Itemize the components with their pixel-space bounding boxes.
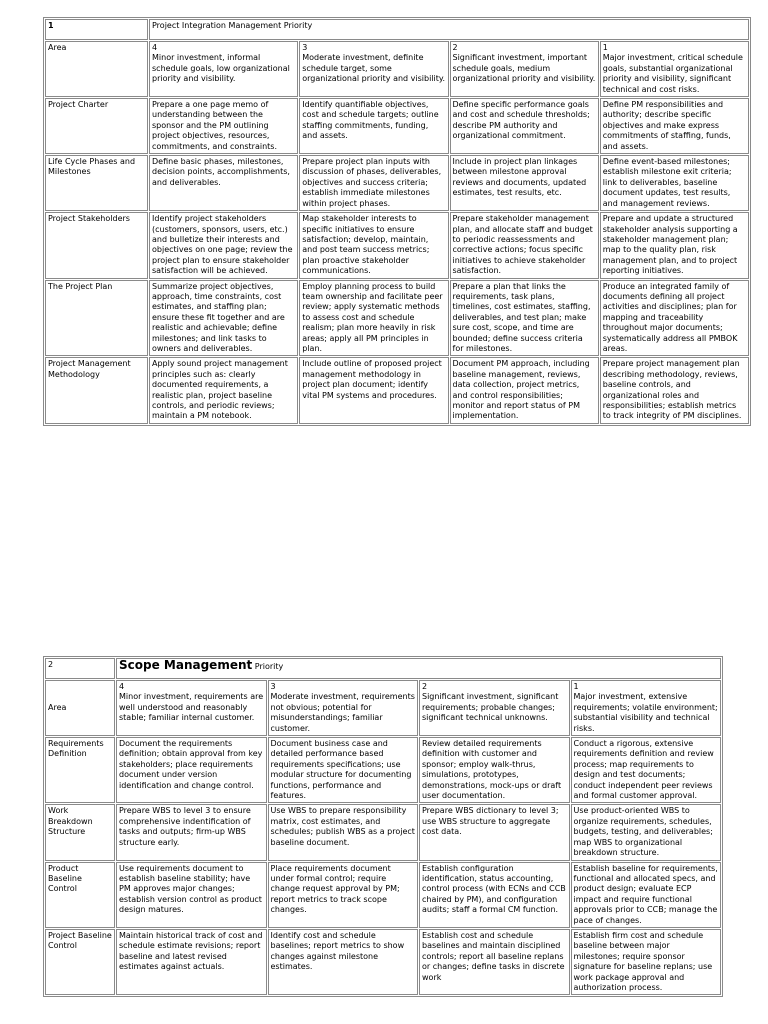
table-cell: Use requirements document to establish baseline stability; have PM approves major changes; establish version control as product design matures. [116,862,267,928]
area-row [45,680,721,736]
table-title [116,658,721,679]
row-label: Project Management Methodology [45,357,148,423]
row-label: Project Charter [45,98,148,154]
priority-number: 2 [452,43,458,52]
priority-level-3 [268,680,419,736]
table-cell: Establish configuration identification, status accounting, control process (with ECNs and CCB chaired by PM), and configuration audits; staff a formal CM function. [419,862,570,928]
priority-description: Minor investment, requirements are well understood and reasonably stable; familiar internal customer. [119,692,264,723]
row-label: Project Stakeholders [45,212,148,278]
table-row-project-charter [45,98,749,154]
table-cell: Produce an integrated family of documents defining all project activities and disciplines; plan for mapping and traceability throughout major documents; systematically address all PMBOK areas. [600,280,749,357]
table-number: 2 [45,658,115,679]
table-cell: Identify cost and schedule baselines; report metrics to show changes against milestone estimates. [268,929,419,995]
table-cell: Map stakeholder interests to specific initiatives to ensure satisfaction; develop, maintain, and post team success metrics; plan proactive stakeholder communications. [299,212,448,278]
integration-priority-table [43,17,751,426]
table-row-requirements [45,737,721,803]
table-cell: Document PM approach, including baseline management, reviews, data collection, project metrics, and control responsibilities; monitor and report status of PM implementation. [450,357,599,423]
table-row-wbs [45,804,721,860]
table-cell: Establish cost and schedule baselines and maintain disciplined controls; report all baseline replans or changes; define tasks in discrete work [419,929,570,995]
table-row-product-baseline [45,862,721,928]
priority-number: 4 [119,682,125,691]
priority-level-1 [600,41,749,97]
table-cell: Define basic phases, milestones, decision points, accomplishments, and deliverables. [149,155,298,211]
table-cell: Document business case and detailed performance based requirements specifications; use modular structure for documenting functions, performance and features. [268,737,419,803]
table-title: Project Integration Management Priority [149,19,749,40]
table-header-row [45,658,721,679]
priority-level-4 [116,680,267,736]
row-label: Area [45,680,115,736]
row-label: Area [45,41,148,97]
row-label: The Project Plan [45,280,148,357]
table-cell: Establish baseline for requirements, functional and allocated specs, and product design; evaluate ECP impact and require functional approvals prior to CCB; manage the pace of changes. [571,862,722,928]
priority-description: Major investment, critical schedule goals, substantial organizational priority and visibility, significant technical and cost risks. [602,53,743,94]
table-cell: Prepare stakeholder management plan, and allocate staff and budget to periodic reassessments and corrective actions; focus specific initiatives to achieve stakeholder satisfaction. [450,212,599,278]
priority-description: Minor investment, informal schedule goals, low organizational priority and visibility. [152,53,290,84]
table-cell: Prepare a one page memo of understanding between the sponsor and the PM outlining project objectives, resources, commitments, and constraints. [149,98,298,154]
table-cell: Conduct a rigorous, extensive requirements definition and review process; map requirements to design and test documents; conduct independent peer reviews and formal customer approval. [571,737,722,803]
table-cell: Employ planning process to build team ownership and facilitate peer review; apply systematic methods to assess cost and schedule realism; plan more heavily in risk areas; apply all PM principles in plan. [299,280,448,357]
table-cell: Apply sound project management principles such as: clearly documented requirements, a realistic plan, project baseline controls, and periodic reviews; maintain a PM notebook. [149,357,298,423]
table-row-project-plan [45,280,749,357]
row-label: Work Breakdown Structure [45,804,115,860]
priority-number: 1 [573,682,579,691]
priority-number: 4 [152,43,158,52]
priority-level-2 [450,41,599,97]
table-cell: Use WBS to prepare responsibility matrix, cost estimates, and schedules; publish WBS as a project baseline document. [268,804,419,860]
table-cell: Review detailed requirements definition with customer and sponsor; employ walk-thrus, simulations, prototypes, demonstrations, mock-ups or draft user documentation. [419,737,570,803]
priority-description: Major investment, extensive requirements; volatile environment; substantial visibility and technical risks. [573,692,718,733]
table-header-row [45,19,749,40]
priority-description: Moderate investment, requirements not obvious; potential for misunderstandings; familiar customer. [270,692,415,733]
table-cell: Establish firm cost and schedule baseline between major milestones; require sponsor signature for baseline replans; use work package approval and authorization process. [571,929,722,995]
table-title-suffix: Priority [254,662,284,671]
table-title-bold: Scope Management [119,658,253,672]
row-label: Product Baseline Control [45,862,115,928]
priority-level-3 [299,41,448,97]
table-number: 1 [45,19,148,40]
table-row-project-baseline [45,929,721,995]
table-cell: Define PM responsibilities and authority; describe specific objectives and make express commitments of staffing, funds, and assets. [600,98,749,154]
table-row-stakeholders [45,212,749,278]
area-row [45,41,749,97]
priority-number: 3 [270,682,276,691]
priority-number: 1 [602,43,608,52]
table-cell: Identify project stakeholders (customers, sponsors, users, etc.) and bulletize their interests and objectives on one page; review the project plan to ensure stakeholder satisfaction will be achieved. [149,212,298,278]
scope-priority-table [43,656,723,997]
table-row-life-cycle [45,155,749,211]
priority-level-1 [571,680,722,736]
priority-level-4 [149,41,298,97]
row-label: Project Baseline Control [45,929,115,995]
row-label: Life Cycle Phases and Milestones [45,155,148,211]
table-cell: Define event-based milestones; establish milestone exit criteria; link to deliverables, baseline document updates, test results, and management reviews. [600,155,749,211]
table-cell: Define specific performance goals and cost and schedule thresholds; describe PM authority and organizational commitment. [450,98,599,154]
table-cell: Place requirements document under formal control; require change request approval by PM; report metrics to track scope changes. [268,862,419,928]
table-row-pm-methodology [45,357,749,423]
table-cell: Identify quantifiable objectives, cost and schedule targets; outline staffing commitments, funding, and assets. [299,98,448,154]
priority-description: Significant investment, important schedule goals, medium organizational priority and visibility. [452,53,596,84]
table-cell: Prepare project plan inputs with discussion of phases, deliverables, objectives and success criteria; establish immediate milestones within project phases. [299,155,448,211]
table-cell: Summarize project objectives, approach, time constraints, cost estimates, and staffing plan; ensure these fit together and are realistic and achievable; define milestones; and link tasks to owners and deliverables. [149,280,298,357]
table-cell: Maintain historical track of cost and schedule estimate revisions; report baseline and latest revised estimates against actuals. [116,929,267,995]
table-cell: Include in project plan linkages between milestone approval reviews and documents, updated estimates, test results, etc. [450,155,599,211]
priority-description: Significant investment, significant requirements; probable changes; significant technical unknowns. [422,692,559,723]
table-cell: Prepare WBS to level 3 to ensure comprehensive indentification of tasks and outputs; firm-up WBS structure early. [116,804,267,860]
table-cell: Use product-oriented WBS to organize requirements, schedules, budgets, testing, and deliverables; map WBS to organizational breakdown structure. [571,804,722,860]
table-cell: Prepare and update a structured stakeholder analysis supporting a stakeholder management plan; map to the quality plan, risk management plan, and to project reporting initiatives. [600,212,749,278]
table-cell: Prepare WBS dictionary to level 3; use WBS structure to aggregate cost data. [419,804,570,860]
table-cell: Prepare a plan that links the requirements, task plans, timelines, cost estimates, staffing, deliverables, and test plan; make sure cost, scope, and time are bounded; define success criteria for milestones. [450,280,599,357]
priority-description: Moderate investment, definite schedule target, some organizational priority and visibility. [302,53,446,84]
row-label: Requirements Definition [45,737,115,803]
priority-level-2 [419,680,570,736]
table-cell: Prepare project management plan describing methodology, reviews, baseline controls, and organizational roles and responsibilities; establish metrics to track integrity of PM disciplines. [600,357,749,423]
priority-number: 3 [302,43,308,52]
priority-number: 2 [422,682,428,691]
table-cell: Document the requirements definition; obtain approval from key stakeholders; place requirements document under version identification and change control. [116,737,267,803]
table-cell: Include outline of proposed project management methodology in project plan document; identify vital PM systems and procedures. [299,357,448,423]
